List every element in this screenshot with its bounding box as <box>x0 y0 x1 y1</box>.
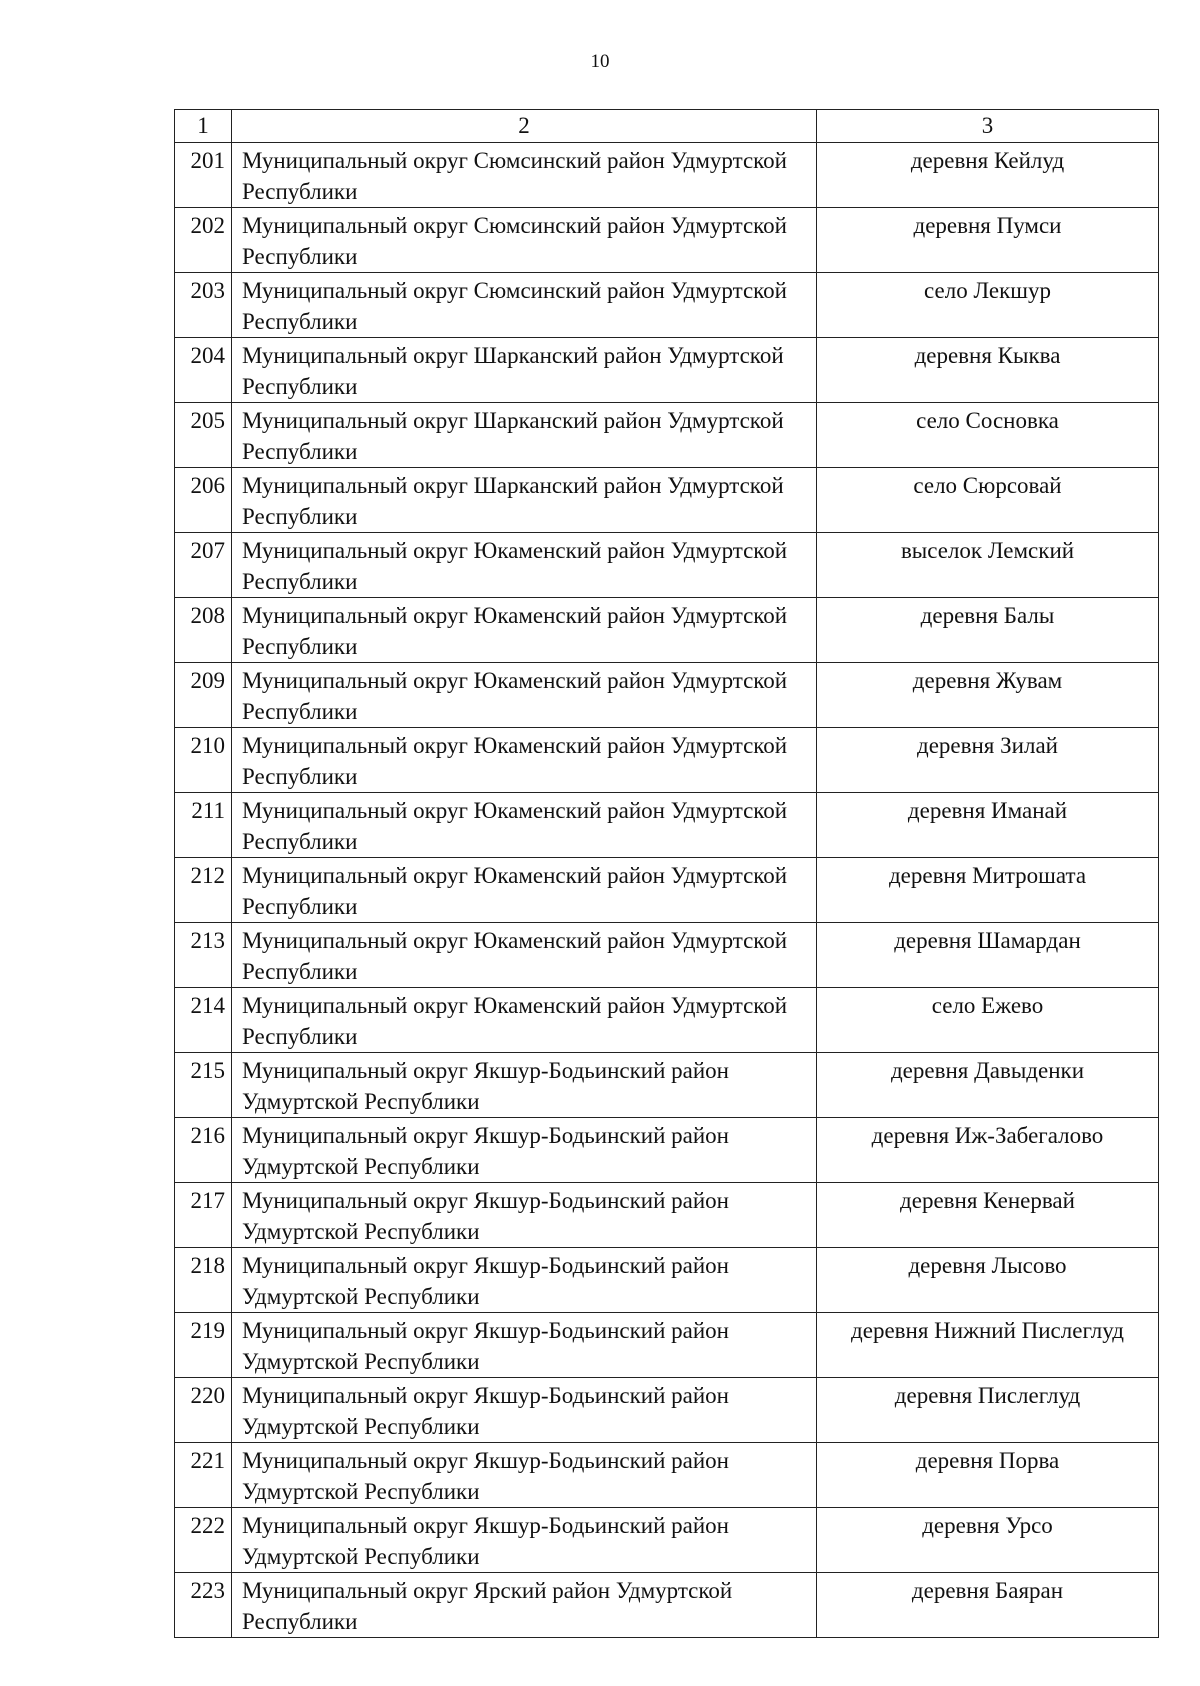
settlement-name: выселок Лемский <box>817 533 1159 598</box>
settlement-name: деревня Жувам <box>817 663 1159 728</box>
table-row <box>175 143 1159 208</box>
settlement-name: деревня Митрошата <box>817 858 1159 923</box>
municipality-name: Муниципальный округ Ярский район Удмуртской Республики <box>232 1573 817 1638</box>
row-number: 220 <box>175 1378 232 1443</box>
table-row <box>175 663 1159 728</box>
row-number: 201 <box>175 143 232 208</box>
row-number: 217 <box>175 1183 232 1248</box>
settlement-name: деревня Шамардан <box>817 923 1159 988</box>
settlement-name: деревня Кейлуд <box>817 143 1159 208</box>
row-number: 205 <box>175 403 232 468</box>
settlement-name: деревня Нижний Пислеглуд <box>817 1313 1159 1378</box>
row-number: 218 <box>175 1248 232 1313</box>
table-row <box>175 1573 1159 1638</box>
municipality-name: Муниципальный округ Юкаменский район Удмуртской Республики <box>232 663 817 728</box>
table-row <box>175 1118 1159 1183</box>
municipality-name: Муниципальный округ Шарканский район Удмуртской Республики <box>232 338 817 403</box>
table-row <box>175 1183 1159 1248</box>
table-row <box>175 468 1159 533</box>
table-row <box>175 1248 1159 1313</box>
settlement-name: деревня Лысово <box>817 1248 1159 1313</box>
row-number: 202 <box>175 208 232 273</box>
table-row <box>175 1508 1159 1573</box>
column-header-settlement: 3 <box>817 110 1159 143</box>
municipality-name: Муниципальный округ Якшур-Бодьинский район Удмуртской Республики <box>232 1313 817 1378</box>
table-row <box>175 923 1159 988</box>
settlement-name: деревня Зилай <box>817 728 1159 793</box>
row-number: 215 <box>175 1053 232 1118</box>
settlement-name: деревня Пислеглуд <box>817 1378 1159 1443</box>
row-number: 203 <box>175 273 232 338</box>
settlement-name: деревня Пумси <box>817 208 1159 273</box>
table-row <box>175 273 1159 338</box>
table-row <box>175 403 1159 468</box>
municipality-name: Муниципальный округ Юкаменский район Удмуртской Республики <box>232 728 817 793</box>
row-number: 209 <box>175 663 232 728</box>
table-row <box>175 988 1159 1053</box>
row-number: 210 <box>175 728 232 793</box>
settlement-name: деревня Кенервай <box>817 1183 1159 1248</box>
municipality-name: Муниципальный округ Сюмсинский район Удмуртской Республики <box>232 273 817 338</box>
municipality-name: Муниципальный округ Якшур-Бодьинский район Удмуртской Республики <box>232 1118 817 1183</box>
municipality-name: Муниципальный округ Шарканский район Удмуртской Республики <box>232 468 817 533</box>
row-number: 212 <box>175 858 232 923</box>
municipality-name: Муниципальный округ Юкаменский район Удмуртской Республики <box>232 988 817 1053</box>
municipality-name: Муниципальный округ Юкаменский район Удмуртской Республики <box>232 598 817 663</box>
page-number: 10 <box>590 51 610 72</box>
settlement-name: деревня Иж-Забегалово <box>817 1118 1159 1183</box>
row-number: 213 <box>175 923 232 988</box>
table-row <box>175 858 1159 923</box>
settlement-name: деревня Порва <box>817 1443 1159 1508</box>
table-row <box>175 598 1159 663</box>
table-row <box>175 793 1159 858</box>
row-number: 211 <box>175 793 232 858</box>
column-header-number: 1 <box>175 110 232 143</box>
row-number: 223 <box>175 1573 232 1638</box>
row-number: 214 <box>175 988 232 1053</box>
municipality-name: Муниципальный округ Юкаменский район Удмуртской Республики <box>232 858 817 923</box>
settlements-table <box>174 109 1159 1638</box>
row-number: 204 <box>175 338 232 403</box>
row-number: 216 <box>175 1118 232 1183</box>
table-body <box>175 110 1159 1638</box>
municipality-name: Муниципальный округ Юкаменский район Удмуртской Республики <box>232 923 817 988</box>
settlement-name: село Лекшур <box>817 273 1159 338</box>
row-number: 221 <box>175 1443 232 1508</box>
settlement-name: деревня Урсо <box>817 1508 1159 1573</box>
municipality-name: Муниципальный округ Якшур-Бодьинский район Удмуртской Республики <box>232 1443 817 1508</box>
settlement-name: деревня Кыква <box>817 338 1159 403</box>
table-row <box>175 338 1159 403</box>
municipality-name: Муниципальный округ Юкаменский район Удмуртской Республики <box>232 793 817 858</box>
municipality-name: Муниципальный округ Якшур-Бодьинский район Удмуртской Республики <box>232 1053 817 1118</box>
table-row <box>175 1053 1159 1118</box>
municipality-name: Муниципальный округ Якшур-Бодьинский район Удмуртской Республики <box>232 1248 817 1313</box>
row-number: 222 <box>175 1508 232 1573</box>
settlement-name: село Сюрсовай <box>817 468 1159 533</box>
municipality-name: Муниципальный округ Якшур-Бодьинский район Удмуртской Республики <box>232 1508 817 1573</box>
municipality-name: Муниципальный округ Якшур-Бодьинский район Удмуртской Республики <box>232 1183 817 1248</box>
table-row <box>175 1378 1159 1443</box>
table-row <box>175 533 1159 598</box>
settlement-name: село Ежево <box>817 988 1159 1053</box>
row-number: 207 <box>175 533 232 598</box>
column-header-municipality: 2 <box>232 110 817 143</box>
table-row <box>175 1313 1159 1378</box>
row-number: 206 <box>175 468 232 533</box>
municipality-name: Муниципальный округ Якшур-Бодьинский район Удмуртской Республики <box>232 1378 817 1443</box>
settlement-name: деревня Баяран <box>817 1573 1159 1638</box>
table-row <box>175 208 1159 273</box>
table-row <box>175 1443 1159 1508</box>
table-header-row <box>175 110 1159 143</box>
table-row <box>175 728 1159 793</box>
municipality-name: Муниципальный округ Юкаменский район Удмуртской Республики <box>232 533 817 598</box>
row-number: 219 <box>175 1313 232 1378</box>
settlement-name: деревня Давыденки <box>817 1053 1159 1118</box>
settlement-name: село Сосновка <box>817 403 1159 468</box>
settlement-name: деревня Балы <box>817 598 1159 663</box>
municipality-name: Муниципальный округ Шарканский район Удмуртской Республики <box>232 403 817 468</box>
settlement-name: деревня Иманай <box>817 793 1159 858</box>
row-number: 208 <box>175 598 232 663</box>
municipality-name: Муниципальный округ Сюмсинский район Удмуртской Республики <box>232 143 817 208</box>
municipality-name: Муниципальный округ Сюмсинский район Удмуртской Республики <box>232 208 817 273</box>
